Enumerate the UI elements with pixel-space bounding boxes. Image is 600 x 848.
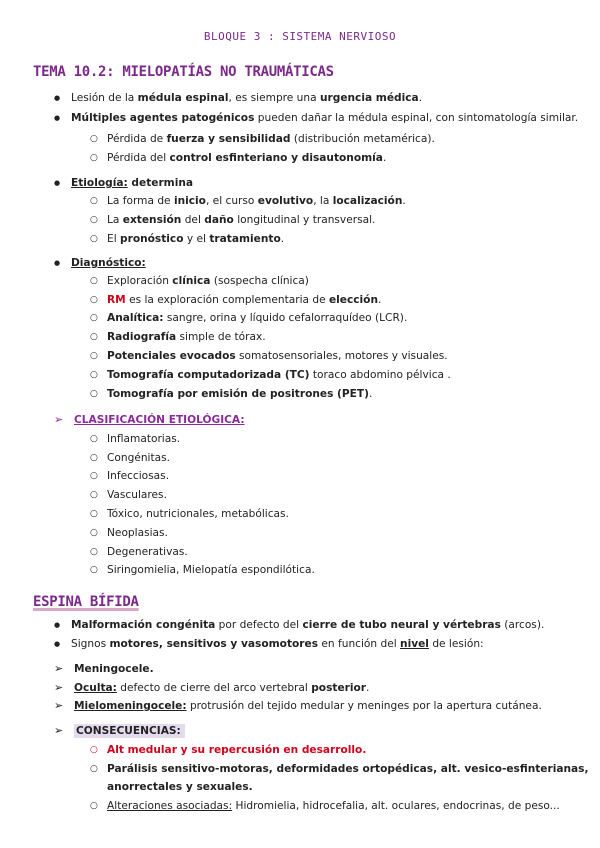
list-item: ○ Tóxico, nutricionales, metabólicas. — [107, 507, 289, 521]
list-item: ○ Congénitas. — [107, 451, 170, 465]
list-item: ○ Exploración clínica (sospecha clínica) — [107, 274, 309, 288]
list-item: ● Lesión de la médula espinal, es siempre una urgencia médica. — [71, 91, 422, 105]
list-item: ● Malformación congénita por defecto del cierre de tubo neural y vértebras (arcos). — [71, 618, 544, 632]
list-item: ○ Analítica: sangre, orina y líquido cefalorraquídeo (LCR). — [107, 311, 407, 325]
list-item: ○ Infecciosas. — [107, 469, 169, 483]
list-item: ○ La forma de inicio, el curso evolutivo, la localización. — [107, 194, 406, 208]
list-item: ○ Potenciales evocados somatosensoriales, motores y visuales. — [107, 349, 448, 363]
consecuencias-heading: ➢ CONSECUENCIAS: — [74, 724, 185, 738]
list-item: ○ Vasculares. — [107, 488, 167, 502]
clasificacion-heading: ➢ CLASIFICACIÓN ETIOLÓGICA: — [74, 413, 245, 427]
list-item: ○ Neoplasias. — [107, 526, 168, 540]
list-item: ● Signos motores, sensitivos y vasomotores en función del nivel de lesión: — [71, 637, 484, 651]
list-item: ➢ Mielomeningocele: protrusión del tejido medular y meninges por la apertura cutánea. — [74, 699, 542, 713]
list-item: ○ Radiografía simple de tórax. — [107, 330, 266, 344]
list-item: ○ Alt medular y su repercusión en desarrollo. — [107, 743, 366, 757]
list-item: ➢ Oculta: defecto de cierre del arco vertebral posterior. — [74, 681, 369, 695]
list-item: ○ Inflamatorias. — [107, 432, 180, 446]
etiologia-heading: ● Etiología: determina — [71, 176, 193, 190]
list-item-continuation: anorrectales y sexuales. — [107, 781, 253, 793]
list-item: ○ Degenerativas. — [107, 545, 188, 559]
list-item: ○ La extensión del daño longitudinal y transversal. — [107, 213, 375, 227]
list-item: ○ Pérdida de fuerza y sensibilidad (distribución metamérica). — [107, 132, 435, 146]
list-item: ● Múltiples agentes patogénicos pueden dañar la médula espinal, con sintomatología similar. — [71, 111, 578, 125]
section-title-espina-bifida: ESPINA BÍFIDA — [33, 594, 139, 610]
list-item: ○ Pérdida del control esfinteriano y disautonomía. — [107, 151, 386, 165]
list-item: ○ Siringomielia, Mielopatía espondilótica. — [107, 563, 315, 577]
list-item: ○ Tomografía computadorizada (TC) toraco abdomino pélvica . — [107, 368, 451, 382]
list-item: ➢ Meningocele. — [74, 662, 154, 676]
list-item: ○ Alteraciones asociadas: Hidromielia, hidrocefalia, alt. oculares, endocrinas, de peso... — [107, 799, 560, 813]
list-item: ○ Parálisis sensitivo-motoras, deformidades ortopédicas, alt. vesico-esfinterianas, — [107, 762, 589, 776]
list-item: ○ El pronóstico y el tratamiento. — [107, 232, 284, 246]
section-title-mielopatias: TEMA 10.2: MIELOPATÍAS NO TRAUMÁTICAS — [33, 64, 334, 80]
page-header: BLOQUE 3 : SISTEMA NERVIOSO — [203, 30, 397, 43]
list-item: ○ RM es la exploración complementaria de elección. — [107, 293, 381, 307]
diagnostico-heading: ● Diagnóstico: — [71, 256, 146, 270]
list-item: ○ Tomografía por emisión de positrones (PET). — [107, 387, 372, 401]
